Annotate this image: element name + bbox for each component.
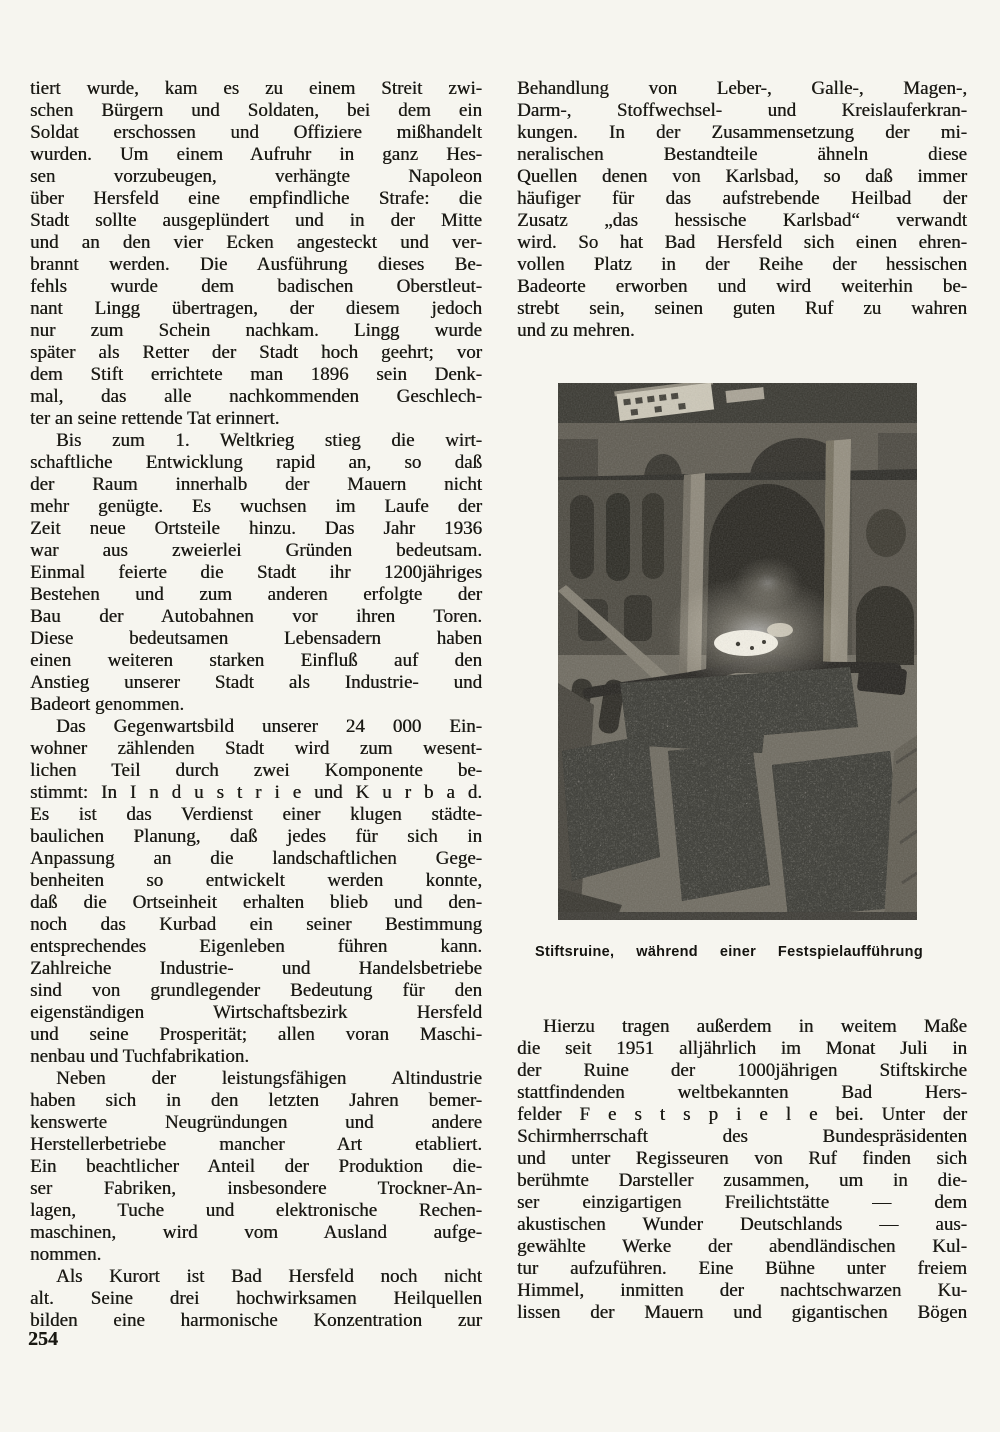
- text-line: später als Retter der Stadt hoch geehrt; vor: [30, 342, 482, 363]
- text-line: Bau der Autobahnen vor ihren Toren.: [30, 606, 482, 627]
- page-number: 254: [28, 1328, 58, 1350]
- text-line: einen weiteren starken Einfluß auf den: [30, 650, 482, 671]
- text-line: tur aufzuführen. Eine Bühne unter freiem: [517, 1258, 967, 1279]
- text-line: Neben der leistungsfähigen Altindustrie: [56, 1068, 482, 1089]
- text-line: Hierzu tragen außerdem in weitem Maße: [543, 1016, 967, 1037]
- text-line: Zeit neue Ortsteile hinzu. Das Jahr 1936: [30, 518, 482, 539]
- text-line: noch das Kurbad ein seiner Bestimmung: [30, 914, 482, 935]
- text-line: sen vorzubeugen, verhängte Napoleon: [30, 166, 482, 187]
- text-line: wohner zählenden Stadt wird zum wesent-: [30, 738, 482, 759]
- text-line: Bis zum 1. Weltkrieg stieg die wirt-: [56, 430, 482, 451]
- text-line: nenbau und Tuchfabrikation.: [30, 1046, 250, 1067]
- text-line: Stadt sollte ausgeplündert und in der Mitte: [30, 210, 482, 231]
- text-line: tiert wurde, kam es zu einem Streit zwi-: [30, 78, 482, 99]
- text-line: Bestehen und zum anderen erfolgte der: [30, 584, 482, 605]
- right-text-column-bottom: [517, 1016, 967, 1324]
- text-line: Badeorte erworben und wird weiterhin be-: [517, 276, 967, 297]
- text-line: und unter Regisseuren von Ruf finden sich: [517, 1148, 967, 1169]
- text-line: nant Lingg übertragen, der diesem jedoch: [30, 298, 482, 319]
- photo-caption: Stiftsruine, während einer Festspielaufführung: [535, 944, 923, 960]
- text-line: Soldat erschossen und Offiziere mißhandelt: [30, 122, 482, 143]
- text-line: stattfindenden weltbekannten Bad Hers-: [517, 1082, 967, 1103]
- text-line: mal, das alle nachkommenden Geschlech-: [30, 386, 482, 407]
- text-line: haben sich in den letzten Jahren bemer-: [30, 1090, 482, 1111]
- text-line: benheiten so entwickelt werden konnte,: [30, 870, 482, 891]
- text-line: stimmt: In I n d u s t r i e und K u r b a d.: [30, 782, 482, 803]
- text-line: schen Bürgern und Soldaten, bei dem ein: [30, 100, 482, 121]
- text-line: Badeort genommen.: [30, 694, 185, 715]
- text-line: der Raum innerhalb der Mauern nicht: [30, 474, 482, 495]
- text-line: dem Stift errichtete man 1896 sein Denk-: [30, 364, 482, 385]
- text-line: fehls wurde dem badischen Oberstleut-: [30, 276, 482, 297]
- text-line: Zahlreiche Industrie- und Handelsbetriebe: [30, 958, 482, 979]
- text-line: neralischen Bestandteile ähneln diese: [517, 144, 967, 165]
- text-line: war aus zweierlei Gründen bedeutsam.: [30, 540, 482, 561]
- text-line: Es ist das Verdienst einer klugen städte-: [30, 804, 482, 825]
- photo-stiftsruine: [558, 383, 917, 920]
- text-line: ser Fabriken, insbesondere Trockner-An-: [30, 1178, 482, 1199]
- text-line: lagen, Tuche und elektronische Rechen-: [30, 1200, 482, 1221]
- text-line: Anpassung an die landschaftlichen Gege-: [30, 848, 482, 869]
- text-line: brannt werden. Die Ausführung dieses Be-: [30, 254, 482, 275]
- text-line: über Hersfeld eine empfindliche Strafe: die: [30, 188, 482, 209]
- text-line: Ein beachtlicher Anteil der Produktion die-: [30, 1156, 482, 1177]
- text-line: ser einzigartigen Freilichtstätte — dem: [517, 1192, 967, 1213]
- text-line: lichen Teil durch zwei Komponente be-: [30, 760, 482, 781]
- right-text-column-top: [517, 78, 967, 342]
- text-line: eigenständigen Wirtschaftsbezirk Hersfeld: [30, 1002, 482, 1023]
- text-line: strebt sein, seinen guten Ruf zu wahren: [517, 298, 967, 319]
- text-line: Das Gegenwartsbild unserer 24 000 Ein-: [56, 716, 482, 737]
- text-line: und an den vier Ecken angesteckt und ver-: [30, 232, 482, 253]
- text-line: häufiger für das aufstrebende Heilbad der: [517, 188, 967, 209]
- text-line: Himmel, inmitten der nachtschwarzen Ku-: [517, 1280, 967, 1301]
- text-line: baulichen Planung, daß jedes für sich in: [30, 826, 482, 847]
- text-line: Herstellerbetriebe mancher Art etabliert.: [30, 1134, 482, 1155]
- text-line: bilden eine harmonische Konzentration zur: [30, 1310, 482, 1331]
- text-line: entsprechendes Eigenleben führen kann.: [30, 936, 482, 957]
- text-line: der Ruine der 1000jährigen Stiftskirche: [517, 1060, 967, 1081]
- text-line: Anstieg unserer Stadt als Industrie- und: [30, 672, 482, 693]
- text-line: felder F e s t s p i e l e bei. Unter der: [517, 1104, 967, 1125]
- text-line: berühmte Darsteller zusammen, um in die-: [517, 1170, 967, 1191]
- text-line: Behandlung von Leber-, Galle-, Magen-,: [517, 78, 967, 99]
- text-line: die seit 1951 alljährlich im Monat Juli in: [517, 1038, 967, 1059]
- left-text-column: [30, 78, 482, 1332]
- stiftsruine-night-photo: [558, 383, 917, 920]
- text-line: nommen.: [30, 1244, 102, 1265]
- text-line: vollen Platz in der Reihe der hessischen: [517, 254, 967, 275]
- text-line: Einmal feierte die Stadt ihr 1200jähriges: [30, 562, 482, 583]
- text-line: wurden. Um einem Aufruhr in ganz Hes-: [30, 144, 482, 165]
- text-line: akustischen Wunder Deutschlands — aus-: [517, 1214, 967, 1235]
- text-line: kenswerte Neugründungen und andere: [30, 1112, 482, 1133]
- text-line: mehr genügte. Es wuchsen im Laufe der: [30, 496, 482, 517]
- text-line: wird. So hat Bad Hersfeld sich einen ehren-: [517, 232, 967, 253]
- text-line: schaftliche Entwicklung rapid an, so daß: [30, 452, 482, 473]
- text-line: ter an seine rettende Tat erinnert.: [30, 408, 280, 429]
- text-line: daß die Ortseinheit erhalten blieb und den-: [30, 892, 482, 913]
- text-line: Als Kurort ist Bad Hersfeld noch nicht: [56, 1266, 482, 1287]
- text-line: alt. Seine drei hochwirksamen Heilquellen: [30, 1288, 482, 1309]
- text-line: Schirmherrschaft des Bundespräsidenten: [517, 1126, 967, 1147]
- text-line: Darm-, Stoffwechsel- und Kreislauferkran-: [517, 100, 967, 121]
- text-line: gewählte Werke der abendländischen Kul-: [517, 1236, 967, 1257]
- text-line: und seine Prosperität; allen voran Maschi-: [30, 1024, 482, 1045]
- text-line: lissen der Mauern und gigantischen Bögen: [517, 1302, 967, 1323]
- text-line: Diese bedeutsamen Lebensadern haben: [30, 628, 482, 649]
- text-line: sind von grundlegender Bedeutung für den: [30, 980, 482, 1001]
- text-line: und zu mehren.: [517, 320, 635, 341]
- text-line: nur zum Schein nachkam. Lingg wurde: [30, 320, 482, 341]
- text-line: maschinen, wird vom Ausland aufge-: [30, 1222, 482, 1243]
- text-line: Quellen denen von Karlsbad, so daß immer: [517, 166, 967, 187]
- text-line: kungen. In der Zusammensetzung der mi-: [517, 122, 967, 143]
- text-line: Zusatz „das hessische Karlsbad“ verwandt: [517, 210, 967, 231]
